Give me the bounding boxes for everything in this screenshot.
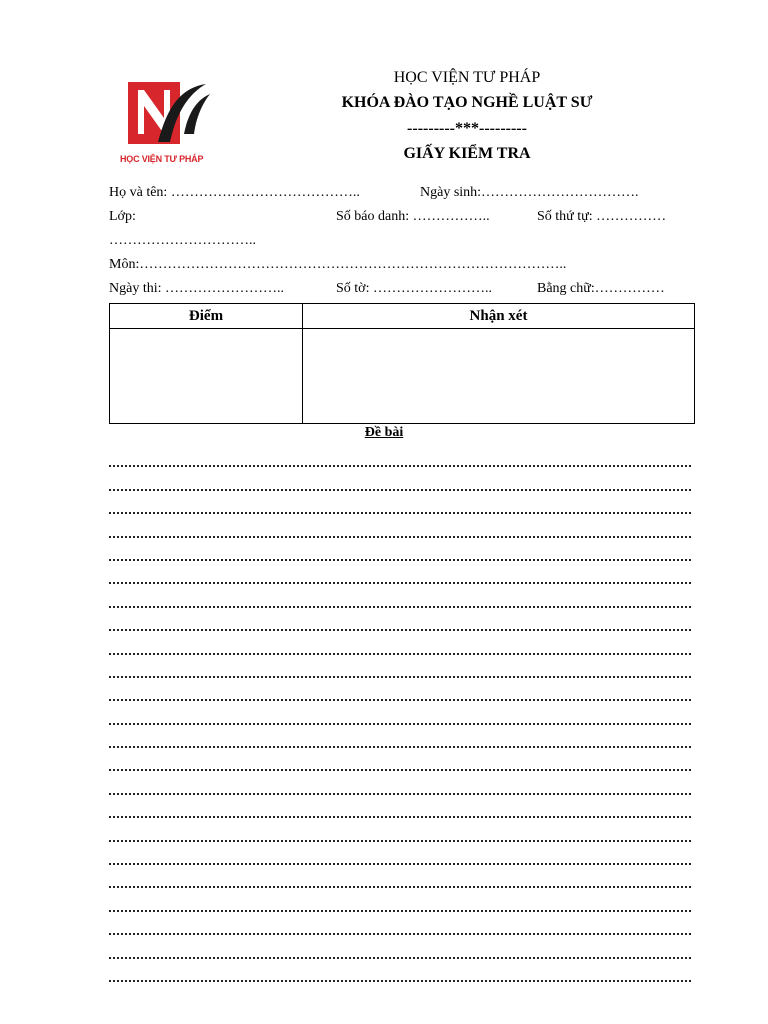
answer-line[interactable]: [109, 846, 695, 869]
date-of-birth-field[interactable]: Ngày sinh:…………………………….: [420, 185, 639, 200]
answer-line[interactable]: [109, 752, 695, 775]
answer-line[interactable]: [109, 565, 695, 588]
answer-line[interactable]: [109, 963, 695, 986]
sheet-count-field[interactable]: Số tờ: ……………………..: [336, 281, 492, 296]
logo-text: HỌC VIỆN TƯ PHÁP: [120, 154, 204, 164]
comment-header: Nhận xét: [303, 304, 695, 329]
header-separator: ---------***---------: [407, 120, 527, 137]
institution-logo: [114, 72, 214, 174]
answer-line[interactable]: [109, 635, 695, 658]
answer-line[interactable]: [109, 822, 695, 845]
score-in-words-field[interactable]: Bằng chữ:……………: [537, 281, 665, 296]
answer-line[interactable]: [109, 588, 695, 611]
full-name-field[interactable]: Họ và tên: …………………………………..: [109, 185, 360, 200]
course-name: KHÓA ĐÀO TẠO NGHỀ LUẬT SƯ: [341, 94, 593, 111]
answer-line[interactable]: [109, 659, 695, 682]
subject-field[interactable]: Môn:………………………………………………………………………………..: [109, 257, 567, 272]
answer-line[interactable]: [109, 916, 695, 939]
section-title: Đề bài: [364, 425, 404, 440]
comment-cell[interactable]: [303, 329, 695, 424]
score-header: Điểm: [110, 304, 303, 329]
score-table: [109, 303, 695, 424]
answer-line[interactable]: [109, 869, 695, 892]
answer-line[interactable]: [109, 471, 695, 494]
answer-line[interactable]: [109, 495, 695, 518]
answer-line[interactable]: [109, 892, 695, 915]
document-title: GIẤY KIỂM TRA: [403, 145, 531, 162]
answer-line[interactable]: [109, 729, 695, 752]
answer-line[interactable]: [109, 448, 695, 471]
answer-line[interactable]: [109, 682, 695, 705]
score-cell[interactable]: [110, 329, 303, 424]
exam-date-field[interactable]: Ngày thi: ……………………..: [109, 281, 284, 296]
answer-line[interactable]: [109, 542, 695, 565]
answer-line[interactable]: [109, 518, 695, 541]
candidate-number-field[interactable]: Số báo danh: ……………..: [336, 209, 490, 224]
institution-name: HỌC VIỆN TƯ PHÁP: [393, 69, 541, 86]
answer-line[interactable]: [109, 705, 695, 728]
class-label: Lớp:: [109, 209, 136, 224]
answer-line[interactable]: [109, 939, 695, 962]
class-field[interactable]: …………………………..: [109, 233, 256, 248]
answer-line[interactable]: [109, 775, 695, 798]
answer-line[interactable]: [109, 612, 695, 635]
answer-lines[interactable]: [109, 448, 695, 986]
answer-line[interactable]: [109, 799, 695, 822]
order-number-field[interactable]: Số thứ tự: ……………: [537, 209, 667, 224]
